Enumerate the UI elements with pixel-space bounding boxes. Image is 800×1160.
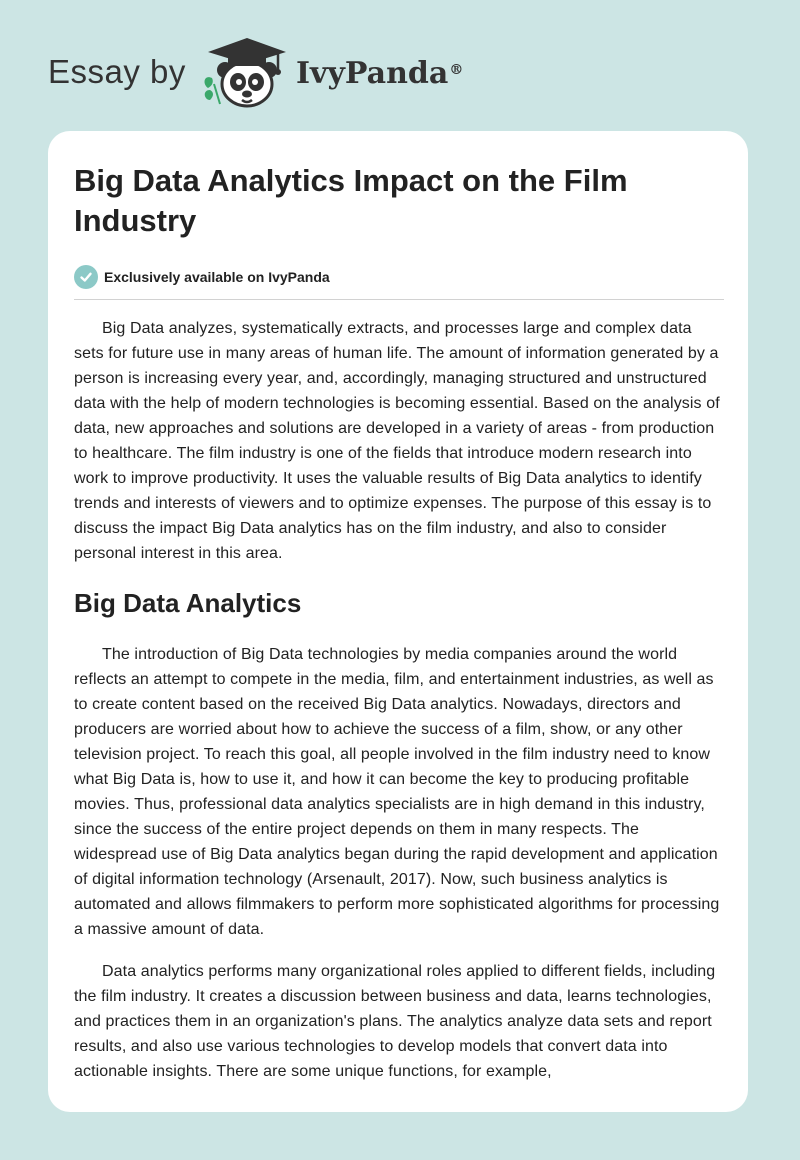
panda-graduate-icon[interactable] — [198, 34, 294, 110]
brand-name-text: IvyPanda — [296, 56, 449, 91]
section-paragraph: The introduction of Big Data technologies by media companies around the world reflects an attempt to compete in the media, film, and entertainment industries, as well as to create content based on the received Big Data analytics. Nowadays, directors and producers are worried about how to achieve the success of a film, show, or any other television project. To reach this goal, all people involved in the film industry need to know what Big Data is, how to use it, and how it can become the key to producing profitable movies. Thus, professional data analytics specialists are in high demand in this industry, since the success of the entire project depends on them in many respects. The widespread use of Big Data analytics began during the rapid development and application of digital information technology (Arsenault, 2017). Now, such business analytics is automated and allows filmmakers to perform more sophisticated algorithms for processing a massive amount of data. — [74, 646, 720, 938]
essay-card — [48, 131, 748, 1112]
exclusive-badge — [74, 263, 724, 291]
essay-by-label: Essay by — [48, 53, 186, 90]
page-title: Big Data Analytics Impact on the Film Industry — [74, 163, 628, 238]
essay-content — [74, 161, 724, 1084]
divider — [74, 299, 724, 300]
trademark-symbol: ® — [449, 62, 464, 78]
section-paragraph: Data analytics performs many organizational roles applied to different fields, including the film industry. It creates a discussion between business and data, learns technologies, and practices them in an organization's plans. The analytics analyze data sets and report results, and also use various technologies to develop models that convert data into actionable insights. There are some unique functions, for example, — [74, 963, 716, 1080]
site-header — [0, 0, 800, 120]
section-heading: Big Data Analytics — [74, 588, 302, 618]
intro-paragraph: Big Data analyzes, systematically extracts, and processes large and complex data sets for future use in many areas of human life. The amount of information generated by a person is increasing every year, and, accordingly, managing structured and unstructured data with the help of modern technologies is becoming essential. Based on the analysis of data, new approaches and solutions are developed in a variety of areas - from production to healthcare. The film industry is one of the fields that introduce modern research into work to improve productivity. It uses the valuable results of Big Data analytics to identify trends and interests of viewers and to optimize expenses. The purpose of this essay is to discuss the impact Big Data analytics has on the film industry, and also to consider personal interest in this area. — [74, 320, 720, 562]
brand-logo[interactable] — [296, 54, 463, 94]
check-circle-icon — [74, 265, 98, 289]
exclusive-label: Exclusively available on IvyPanda — [104, 269, 330, 285]
